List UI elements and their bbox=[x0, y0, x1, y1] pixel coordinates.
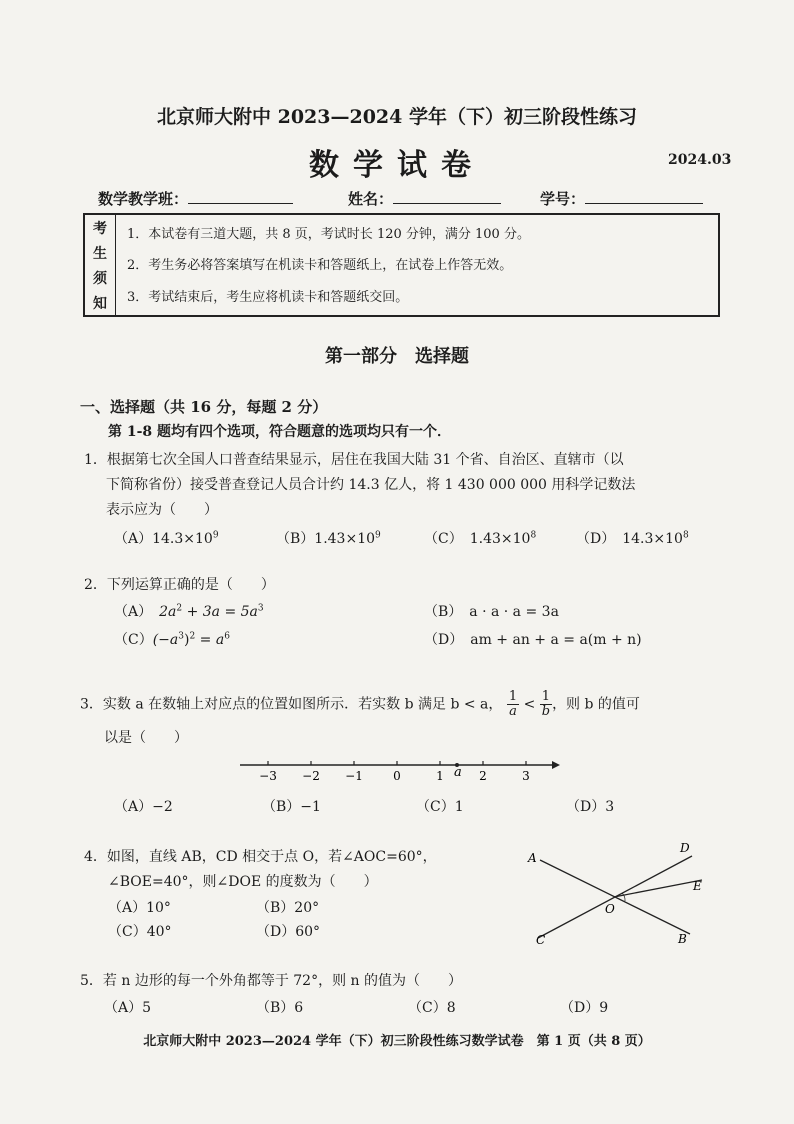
number-line-tick-label: −2 bbox=[302, 769, 320, 783]
label-C: C bbox=[536, 933, 546, 947]
number-line bbox=[230, 752, 570, 788]
q5-option-c: （C）8 bbox=[408, 1000, 456, 1016]
q5-option-a: （A）5 bbox=[104, 1000, 152, 1016]
label-E: E bbox=[693, 879, 702, 893]
label-D: D bbox=[680, 841, 690, 855]
notice-item-1: 1．本试卷有三道大题，共 8 页，考试时长 120 分钟，满分 100 分。 bbox=[127, 227, 530, 242]
section-title: 第一部分 选择题 bbox=[325, 346, 469, 367]
q1-option-a: $(A)14.3\times 10^9$ bbox=[114, 530, 219, 547]
q1-option-b: $(B)1.43\times 10^9$ bbox=[276, 530, 381, 547]
school-title: 北京师大附中 2023—2024 学年（下）初三阶段性练习 bbox=[157, 106, 637, 128]
q3-option-b: （B）−1 bbox=[262, 799, 321, 815]
number-line-tick-label: −3 bbox=[259, 769, 277, 783]
part1-heading: 一、选择题（共 16 分，每题 2 分） bbox=[80, 398, 328, 416]
number-line-tick-label: 1 bbox=[436, 769, 444, 783]
class-field bbox=[98, 188, 293, 209]
q1-line-1: 1．根据第七次全国人口普查结果显示，居住在我国大陆 31 个省、自治区、直辖市（以 bbox=[84, 452, 624, 468]
q2-option-b: （B） a · a · a = 3a bbox=[424, 604, 559, 620]
id-blank bbox=[585, 189, 703, 204]
label-B: B bbox=[678, 932, 687, 946]
page-footer: 北京师大附中 2023—2024 学年（下）初三阶段性练习数学试卷 第 1 页（共 8 页） bbox=[143, 1034, 651, 1049]
number-line-tick-label: 3 bbox=[522, 769, 530, 783]
q5-option-d: （D）9 bbox=[560, 1000, 609, 1016]
id-label: 学号： bbox=[540, 190, 586, 208]
q3-fraction-1-over-b: $\frac{1}{b}$ bbox=[541, 689, 551, 719]
q4-line-2: ∠BOE=40°，则∠DOE 的度数为（ ） bbox=[108, 874, 378, 890]
q2-option-d: （D） am + an + a = a(m + n) bbox=[424, 632, 642, 648]
q4-option-d: （D）60° bbox=[256, 924, 321, 940]
q1-option-d: （D） $14.3\times 10^8$ bbox=[576, 530, 689, 547]
name-label: 姓名： bbox=[348, 190, 394, 208]
q1-option-c: （C） $1.43\times 10^8$ bbox=[424, 530, 537, 547]
q3-option-d: （D）3 bbox=[566, 799, 615, 815]
class-blank bbox=[188, 189, 293, 204]
number-line-tick-label: −1 bbox=[345, 769, 363, 783]
notice-item-2: 2．考生务必将答案填写在机读卡和答题纸上，在试卷上作答无效。 bbox=[127, 258, 513, 273]
number-line-tick-label: 2 bbox=[479, 769, 487, 783]
q4-option-b: （B）20° bbox=[256, 900, 320, 916]
q3-option-a: （A）−2 bbox=[114, 799, 173, 815]
ray-OE bbox=[614, 880, 702, 897]
q3-line-2: 以是（ ） bbox=[104, 730, 188, 746]
q5-stem: 5．若 n 边形的每一个外角都等于 72°，则 n 的值为（ ） bbox=[80, 973, 463, 989]
id-field bbox=[540, 188, 703, 209]
q2-stem: 2．下列运算正确的是（ ） bbox=[84, 577, 275, 593]
q1-line-2: 下简称省份）接受普查登记人员合计约 14.3 亿人，将 1 430 000 000 用科学记数法 bbox=[106, 477, 636, 493]
class-label: 数学教学班： bbox=[98, 190, 189, 208]
q3-fraction-1-over-a: $\frac{1}{a}$ bbox=[508, 689, 518, 719]
exam-date: 2024.03 bbox=[668, 152, 732, 168]
q3-option-c: （C）1 bbox=[416, 799, 464, 815]
q2-option-c: $(C)(-a^3)^2 = a^6$ bbox=[114, 631, 230, 648]
point-a-label: a bbox=[454, 765, 462, 780]
q3-stem: 3．实数 a 在数轴上对应点的位置如图所示．若实数 b 满足 b < a， $\frac{1}{a}$ < $\frac{1}{b}$ ，则 b 的值可 bbox=[80, 689, 640, 719]
number-line-tick-label: 0 bbox=[393, 769, 401, 783]
label-O: O bbox=[605, 902, 615, 916]
notice-box bbox=[83, 213, 720, 317]
name-blank bbox=[393, 189, 501, 204]
q4-option-a: （A）10° bbox=[108, 900, 171, 916]
part1-instruction: 第 1-8 题均有四个选项，符合题意的选项均只有一个． bbox=[108, 424, 452, 440]
q1-line-3: 表示应为（ ） bbox=[106, 502, 218, 518]
q4-option-c: （C）40° bbox=[108, 924, 172, 940]
label-A: A bbox=[528, 851, 537, 865]
angle-arc bbox=[622, 893, 625, 901]
notice-item-3: 3．考试结束后，考生应将机读卡和答题纸交回。 bbox=[127, 290, 409, 305]
q5-option-b: （B）6 bbox=[256, 1000, 304, 1016]
notice-label: 考 生 须 知 bbox=[85, 215, 116, 315]
q4-figure bbox=[520, 838, 720, 953]
number-line-arrow bbox=[552, 761, 560, 769]
exam-title: 数学试卷 bbox=[309, 148, 485, 183]
q2-option-a: （A） $2a^2 + 3a = 5a^3$ bbox=[114, 603, 264, 620]
name-field bbox=[348, 188, 501, 209]
q4-line-1: 4．如图，直线 AB，CD 相交于点 O，若∠AOC=60°， bbox=[84, 849, 437, 865]
